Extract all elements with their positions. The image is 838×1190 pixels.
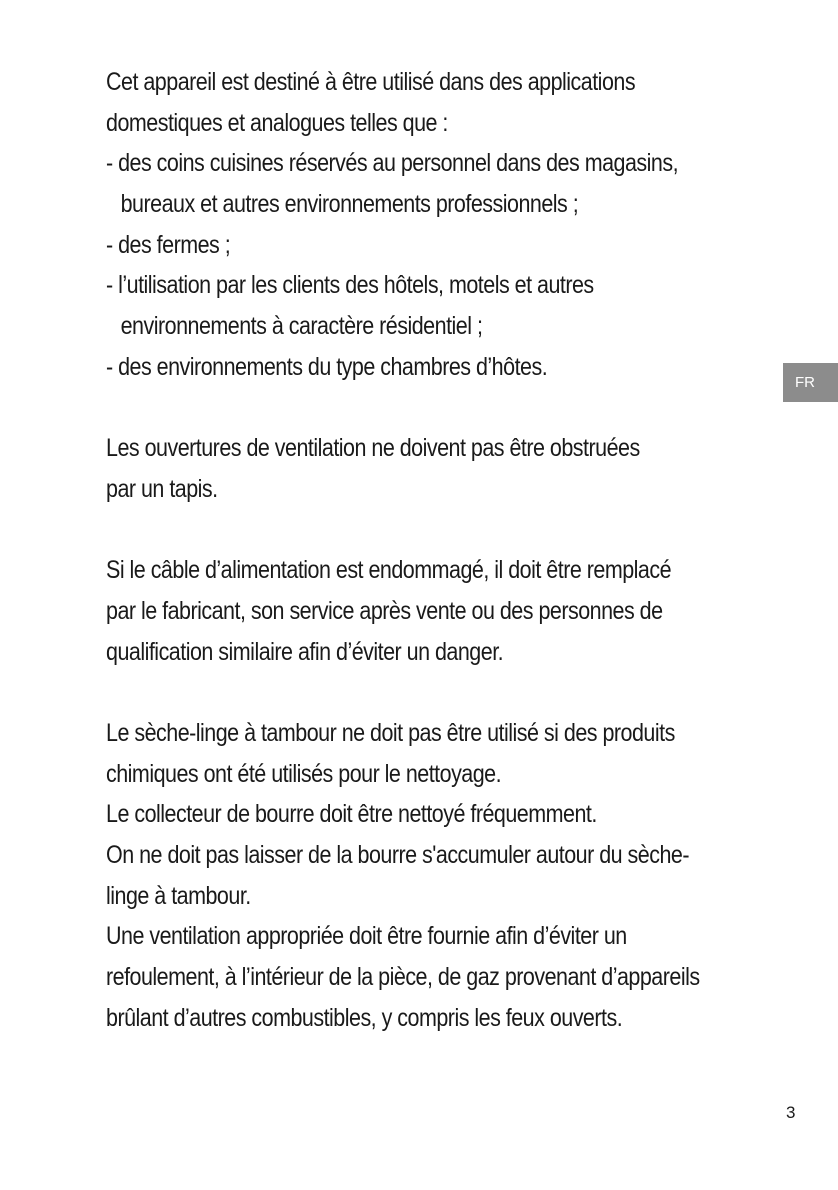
paragraph-gap bbox=[106, 388, 806, 429]
text-line: brûlant d’autres combustibles, y compris les feux ouverts. bbox=[106, 1003, 623, 1032]
paragraph-gap bbox=[106, 510, 806, 551]
text-line: chimiques ont été utilisés pour le nettoyage. bbox=[106, 759, 502, 788]
text-line: Si le câble d’alimentation est endommagé, il doit être remplacé bbox=[106, 556, 672, 585]
list-item-continuation: environnements à caractère résidentiel ; bbox=[120, 312, 483, 341]
list-item: - des fermes ; bbox=[106, 230, 231, 259]
paragraph-gap bbox=[106, 672, 806, 713]
text-line: Les ouvertures de ventilation ne doivent pas être obstruées bbox=[106, 434, 640, 463]
text-line: refoulement, à l’intérieur de la pièce, de gaz provenant d’appareils bbox=[106, 963, 700, 992]
text-line: qualification similaire afin d’éviter un danger. bbox=[106, 637, 504, 666]
text-line: domestiques et analogues telles que : bbox=[106, 108, 448, 137]
paragraph-power-cable bbox=[106, 550, 806, 672]
manual-page-text bbox=[106, 62, 806, 1039]
list-item: - des environnements du type chambres d’hôtes. bbox=[106, 352, 548, 381]
text-line: par le fabricant, son service après vente ou des personnes de bbox=[106, 596, 663, 625]
list-item-continuation: bureaux et autres environnements professionnels ; bbox=[120, 190, 579, 219]
text-line: On ne doit pas laisser de la bourre s'accumuler autour du sèche- bbox=[106, 841, 689, 870]
list-item: - des coins cuisines réservés au personnel dans des magasins, bbox=[106, 149, 679, 178]
paragraph-appliance-use bbox=[106, 62, 806, 388]
language-tab: FR bbox=[783, 363, 838, 402]
list-item: - l’utilisation par les clients des hôtels, motels et autres bbox=[106, 271, 594, 300]
text-line: par un tapis. bbox=[106, 474, 218, 503]
page-number: 3 bbox=[786, 1103, 796, 1122]
paragraph-dryer-safety bbox=[106, 713, 806, 1039]
text-line: Le sèche-linge à tambour ne doit pas être utilisé si des produits bbox=[106, 719, 675, 747]
text-line: linge à tambour. bbox=[106, 881, 251, 910]
paragraph-ventilation-openings bbox=[106, 428, 806, 509]
text-line: Une ventilation appropriée doit être fournie afin d’éviter un bbox=[106, 922, 627, 951]
text-line: Le collecteur de bourre doit être nettoyé fréquemment. bbox=[106, 800, 597, 829]
text-line: Cet appareil est destiné à être utilisé dans des applications bbox=[106, 68, 636, 96]
